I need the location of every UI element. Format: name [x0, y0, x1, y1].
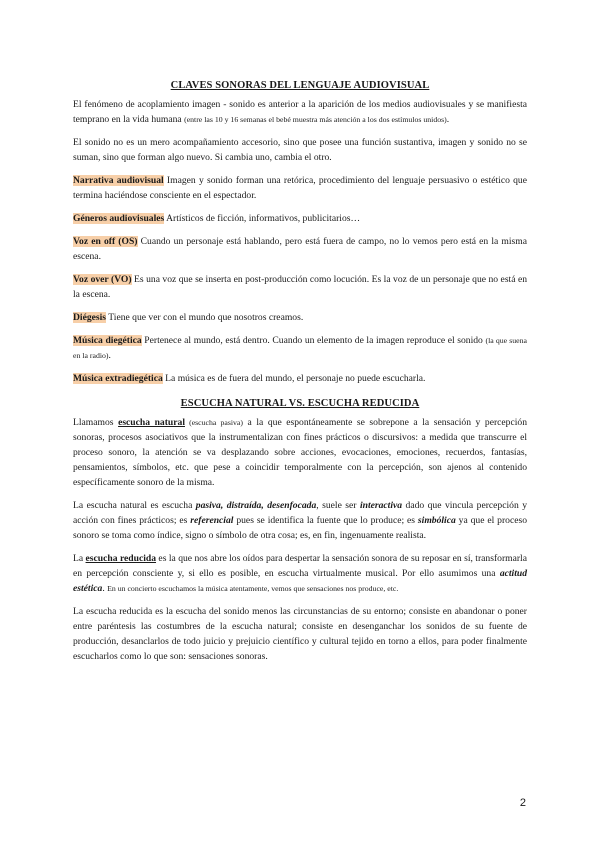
note: (escucha pasiva): [184, 418, 243, 427]
term-musica-extradiegetica: [73, 371, 527, 386]
term-emphasis: escucha natural: [118, 417, 185, 428]
term-musica-diegetica: [73, 333, 527, 363]
term-voz-over: [73, 272, 527, 302]
term-generos: [73, 211, 527, 226]
term-label: Géneros audiovisuales: [73, 213, 165, 224]
term-emphasis: interactiva: [359, 500, 403, 511]
page-number: 2: [519, 797, 526, 809]
text: , suele ser: [316, 500, 360, 511]
term-definition: La música es de fuera del mundo, el personaje no puede escucharla.: [162, 373, 426, 384]
term-definition: Imagen y sonido forman una retórica, procedimiento del lenguaje persuasivo o estético que termina haciéndose consciente en el espectador.: [73, 175, 527, 201]
section-title-claves: CLAVES SONORAS DEL LENGUAJE AUDIOVISUAL: [170, 80, 430, 91]
term-diegesis: [73, 310, 527, 325]
document-page: [73, 80, 527, 672]
term-definition: Artísticos de ficción, informativos, publicitarios…: [164, 213, 361, 224]
text: dado que vincula percepción y acción con fines prácticos; es: [73, 500, 527, 526]
paragraph-escucha-pasiva: [73, 498, 527, 543]
term-label: Diégesis: [73, 312, 107, 323]
note: En un concierto escuchamos la música atentamente, vemos que sensaciones nos produce, etc.: [107, 584, 399, 593]
term-label: Música extradiegética: [73, 373, 163, 384]
text: ya que el proceso sonoro se toma como índice, signo o símbolo de otra cosa; es, en fin, ingenuamente realista.: [73, 515, 527, 541]
note: (la que suena en la radio): [73, 336, 528, 360]
term-label: Voz en off (OS): [73, 236, 138, 247]
term-definition: Cuando un personaje está hablando, pero está fuera de campo, no lo vemos pero está en la misma escena.: [73, 236, 528, 262]
paragraph-sonido: El sonido no es un mero acompañamiento accesorio, sino que posee una función sustantiva, imagen y sonido no se suman, sino que forman algo nuevo. Si cambia uno, cambia el otro.: [73, 137, 527, 163]
text: La: [73, 553, 86, 564]
paragraph-escucha-reducida-2: La escucha reducida es la escucha del sonido menos las circunstancias de su entorno; consiste en abandonar o poner entre paréntesis las costumbres de la escucha natural; consiste en desenganchar los sonidos de su fuente de producción, desanclarlos de todo juicio y prejuicio científico y cultural tejido en torno a ellos, para poder finalmente escucharlos como lo que son: sensaciones sonoras.: [73, 606, 527, 662]
text: pues se identifica la fuente que lo produce; es: [233, 515, 418, 526]
term-emphasis: referencial: [190, 515, 234, 526]
term-narrativa: [73, 173, 527, 203]
text: .: [108, 350, 111, 361]
text: es la que nos abre los oídos para despertar la sensación sonora de su reposar en sí, transformarla en percepción consciente y, si ello es posible, en escucha virtualmente musical. Por ello asumimos una: [73, 553, 527, 579]
term-label: Voz over (VO): [73, 274, 132, 285]
term-definition: Es una voz que se inserta en post-producción como locución. Es la voz de un personaje que no está en la escena.: [73, 274, 527, 300]
text: Llamamos: [73, 417, 119, 428]
term-emphasis: simbólica: [417, 515, 456, 526]
term-emphasis: pasiva, distraída, desenfocada: [195, 500, 317, 511]
term-label: Música diegética: [73, 335, 142, 346]
paragraph-acoplamiento: [73, 97, 527, 127]
term-voz-off: [73, 234, 527, 264]
text: La escucha natural es escucha: [73, 500, 196, 511]
text: El fenómeno de acoplamiento imagen - sonido es anterior a la aparición de los medios audiovisuales y se manifiesta temprano en la vida humana: [73, 99, 527, 125]
note: (entre las 10 y 16 semanas el bebé muestra más atención a los dos estímulos unidos): [184, 115, 447, 124]
term-emphasis: escucha reducida: [85, 553, 157, 564]
term-label: Narrativa audiovisual: [73, 175, 164, 186]
term-emphasis: actitud estética: [73, 568, 527, 594]
paragraph-escucha-natural: [73, 415, 527, 490]
text: .: [102, 583, 108, 594]
text: .: [446, 114, 450, 125]
term-definition: Tiene que ver con el mundo que nosotros creamos.: [106, 312, 304, 323]
paragraph-escucha-reducida: [73, 551, 527, 596]
section-title-escucha: ESCUCHA NATURAL VS. ESCUCHA REDUCIDA: [180, 398, 420, 409]
term-definition: Pertenece al mundo, está dentro. Cuando un elemento de la imagen reproduce el sonido: [141, 335, 486, 346]
text: a la que espontáneamente se sobrepone a la sensación y percepción sonoras, procesos asociativos que la instrumentalizan con fines prácticos o discursivos: a medida que transcurre el proceso sonoro, la atención se va desplazando sobre acciones, evocaciones, emociones, recuerdos, fantasías, pensamientos, símbolos, etc. que pese a coincidir temporalmente con la percepción, son ajenos al contenido específicamente sonoro de la misma.: [73, 417, 527, 488]
